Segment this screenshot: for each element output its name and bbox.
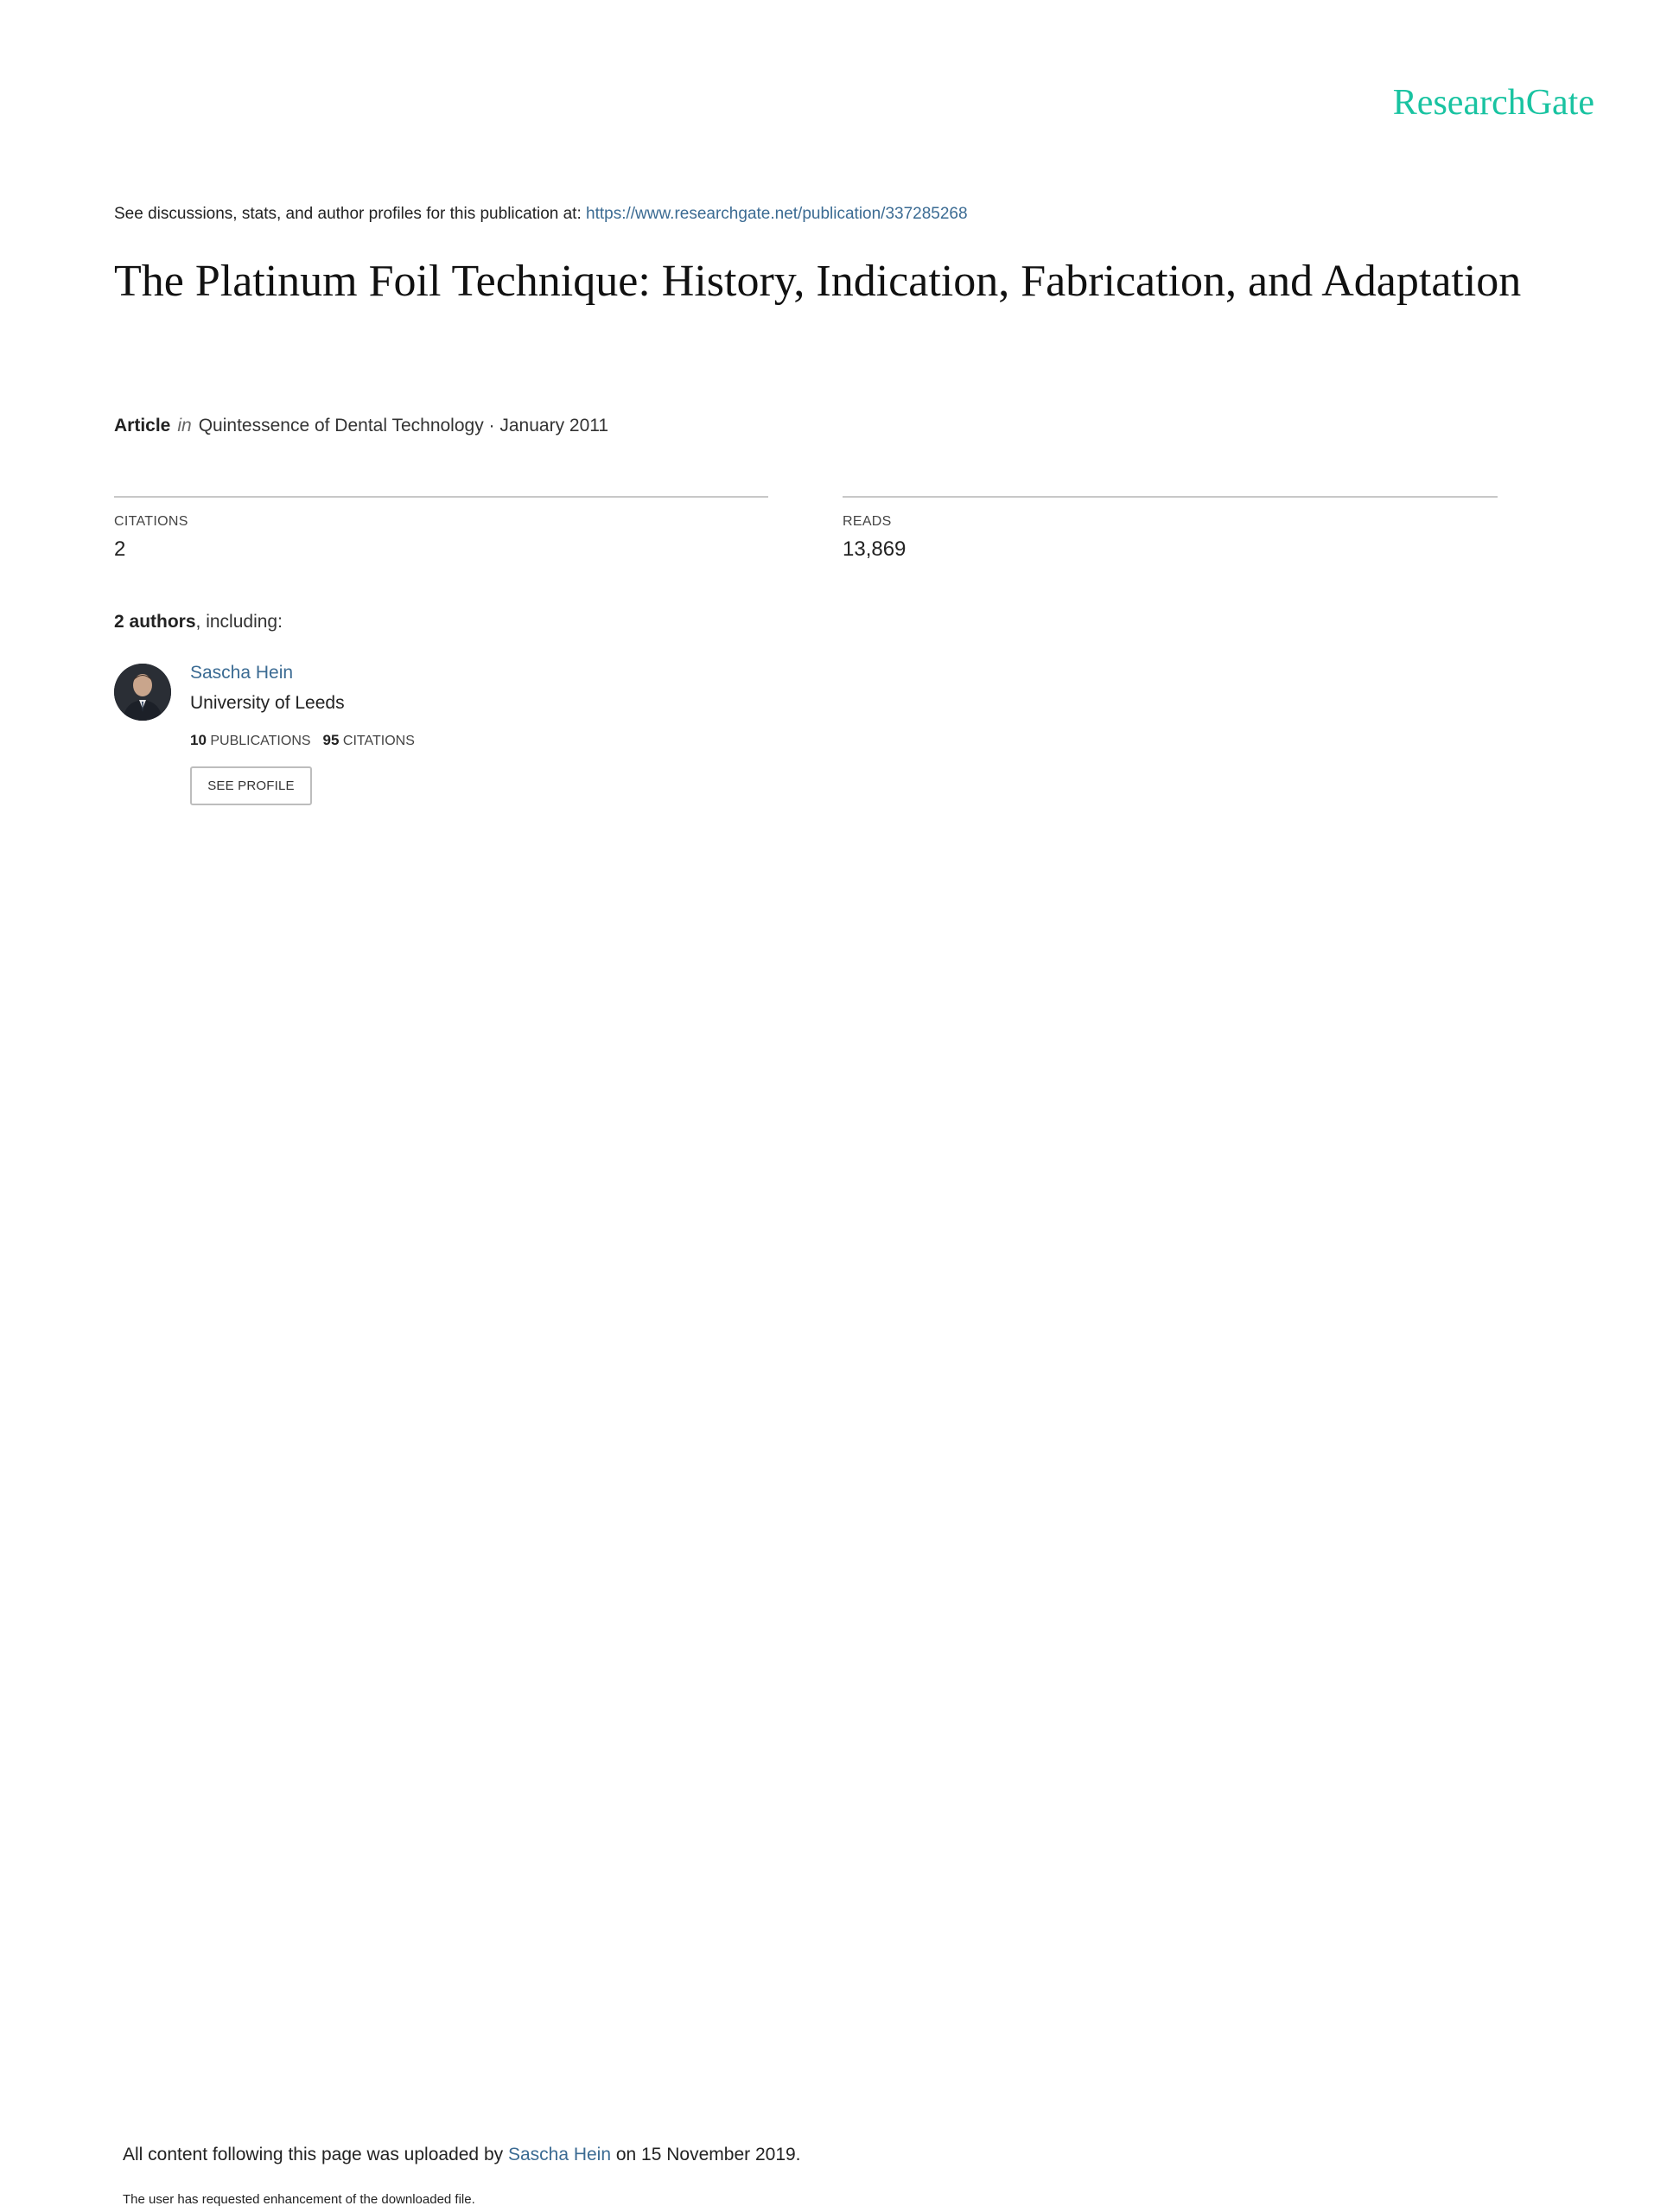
authors-heading xyxy=(114,612,283,632)
see-profile-button[interactable]: SEE PROFILE xyxy=(190,766,312,805)
author-citations-count: 95 xyxy=(322,732,340,748)
footer-upload-line xyxy=(123,2145,801,2165)
upload-prefix: All content following this page was uploaded by xyxy=(123,2145,508,2164)
citations-label: CITATIONS xyxy=(114,514,188,529)
discussions-text: See discussions, stats, and author profiles for this publication at: xyxy=(114,205,587,223)
researchgate-logo[interactable]: ResearchGate xyxy=(1392,83,1594,123)
authors-including: , including: xyxy=(195,612,283,632)
citations-value: 2 xyxy=(114,537,126,561)
reads-value: 13,869 xyxy=(843,537,907,561)
publication-title: The Platinum Foil Technique: History, Indication, Fabrication, and Adaptation xyxy=(114,257,1522,306)
author-stats xyxy=(190,732,415,749)
authors-count: 2 authors xyxy=(114,612,196,632)
publication-link[interactable]: https://www.researchgate.net/publication/337285268 xyxy=(586,205,968,223)
uploader-link[interactable]: Sascha Hein xyxy=(507,2145,612,2164)
publications-count: 10 xyxy=(190,732,207,748)
publication-meta xyxy=(114,416,608,436)
see-discussions-line xyxy=(114,205,968,224)
author-institution: University of Leeds xyxy=(190,693,345,713)
author-avatar[interactable] xyxy=(114,664,171,721)
in-word: in xyxy=(177,416,192,435)
citations-divider xyxy=(114,496,768,498)
reads-divider xyxy=(843,496,1498,498)
venue-date: Quintessence of Dental Technology · January 2011 xyxy=(198,416,609,435)
publications-label: PUBLICATIONS xyxy=(210,734,311,748)
person-photo-icon xyxy=(114,664,171,721)
reads-label: READS xyxy=(843,514,892,529)
footer-note: The user has requested enhancement of the downloaded file. xyxy=(123,2192,475,2207)
upload-suffix: on 15 November 2019. xyxy=(611,2145,801,2164)
publication-type: Article xyxy=(114,416,171,435)
author-citations-label: CITATIONS xyxy=(342,734,415,748)
author-name-link[interactable]: Sascha Hein xyxy=(190,663,294,683)
